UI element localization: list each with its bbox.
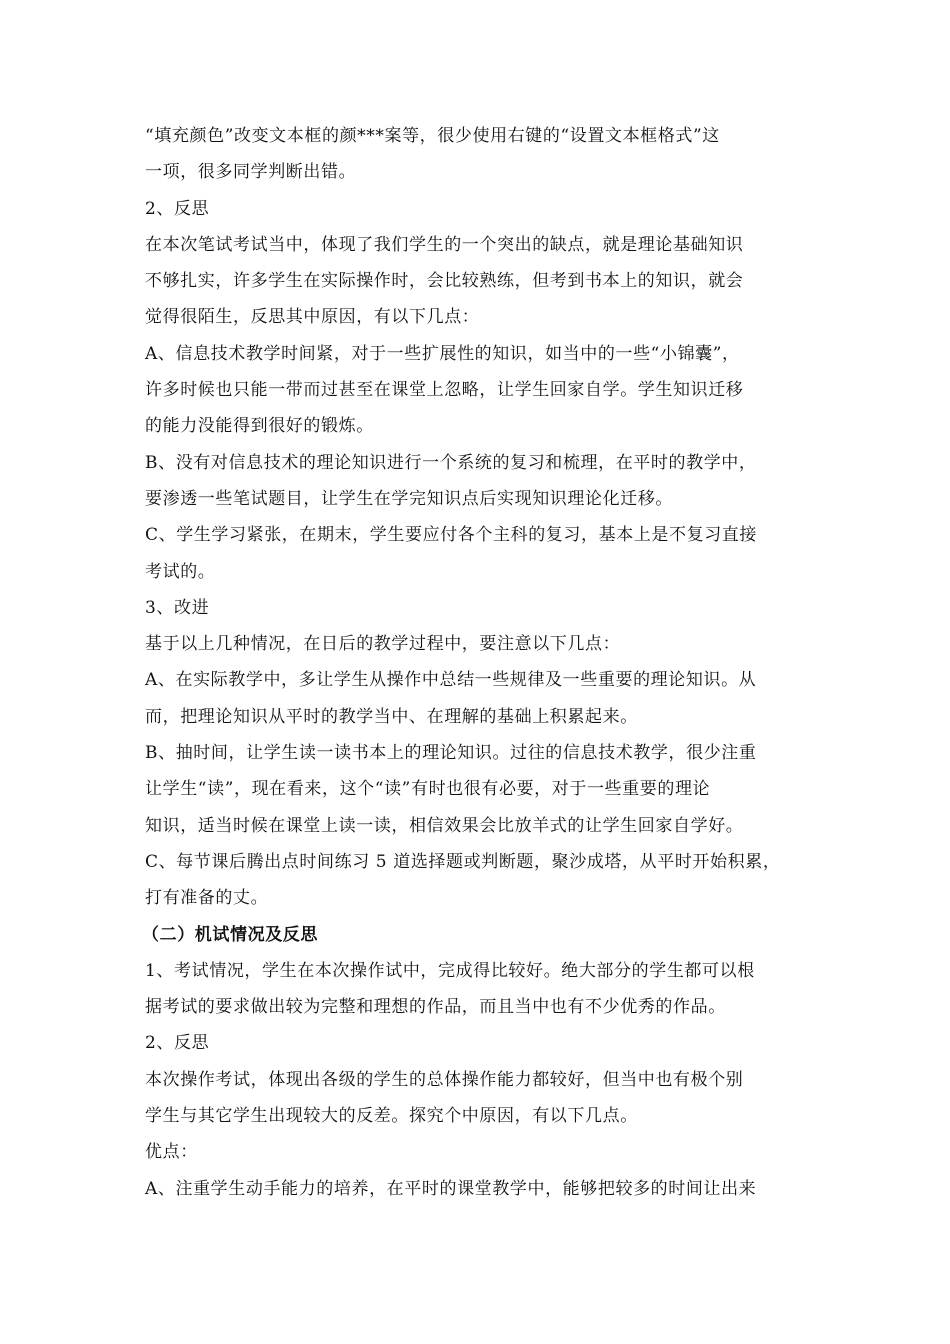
text-line: 要渗透一些笔试题目，让学生在学完知识点后实现知识理论化迁移。 — [145, 488, 673, 509]
text-line: B、抽时间，让学生读一读书本上的理论知识。过往的信息技术教学，很少注重 — [145, 743, 757, 764]
text-line: 基于以上几种情况，在日后的教学过程中，要注意以下几点： — [145, 634, 621, 655]
text-line: 而，把理论知识从平时的教学当中、在理解的基础上积累起来。 — [145, 706, 638, 727]
text-line: 优点： — [145, 1142, 198, 1163]
text-line: C、每节课后腾出点时间练习 5 道选择题或判断题，聚沙成塔，从平时开始积累， — [145, 851, 781, 872]
text-line: 许多时候也只能一带而过甚至在课堂上忽略，让学生回家自学。学生知识迁移 — [145, 380, 744, 401]
text-line: B、没有对信息技术的理论知识进行一个系统的复习和梳理，在平时的教学中， — [145, 452, 757, 473]
text-line: 不够扎实，许多学生在实际操作时，会比较熟练，但考到书本上的知识，就会 — [145, 271, 744, 292]
section-heading: （二）机试情况及反思 — [142, 924, 318, 945]
text-line: 学生与其它学生出现较大的反差。探究个中原因，有以下几点。 — [145, 1106, 638, 1127]
text-line: 3、改进 — [145, 597, 210, 618]
text-line: A、在实际教学中，多让学生从操作中总结一些规律及一些重要的理论知识。从 — [145, 670, 757, 691]
text-line: C、学生学习紧张，在期末，学生要应付各个主科的复习，基本上是不复习直接 — [145, 525, 758, 546]
text-line: 知识，适当时候在课堂上读一读，相信效果会比放羊式的让学生回家自学好。 — [145, 815, 744, 836]
text-line: A、信息技术教学时间紧，对于一些扩展性的知识，如当中的一些“小锦囊”， — [145, 343, 740, 364]
text-line: 本次操作考试，体现出各级的学生的总体操作能力都较好，但当中也有极个别 — [145, 1069, 744, 1090]
text-line: 打有准备的丈。 — [145, 888, 269, 909]
text-line: “填充颜色”改变文本框的颜***案等，很少使用右键的“设置文本框格式”这 — [145, 126, 720, 146]
text-line: 1、考试情况，学生在本次操作试中，完成得比较好。绝大部分的学生都可以根 — [145, 960, 755, 981]
text-line: 一项，很多同学判断出错。 — [145, 162, 357, 183]
text-line: 的能力没能得到很好的锻炼。 — [145, 416, 374, 437]
text-line: 2、反思 — [145, 198, 210, 219]
text-line: 让学生“读”，现在看来，这个“读”有时也很有必要，对于一些重要的理论 — [145, 779, 711, 800]
text-line: 觉得很陌生，反思其中原因，有以下几点： — [145, 307, 480, 328]
text-line: 在本次笔试考试当中，体现了我们学生的一个突出的缺点，就是理论基础知识 — [145, 234, 744, 255]
text-line: A、注重学生动手能力的培养，在平时的课堂教学中，能够把较多的时间让出来 — [145, 1178, 757, 1199]
text-line: 2、反思 — [145, 1033, 210, 1054]
body-text — [142, 118, 835, 1207]
text-line: 考试的。 — [145, 561, 216, 582]
text-line: 据考试的要求做出较为完整和理想的作品，而且当中也有不少优秀的作品。 — [145, 997, 726, 1018]
